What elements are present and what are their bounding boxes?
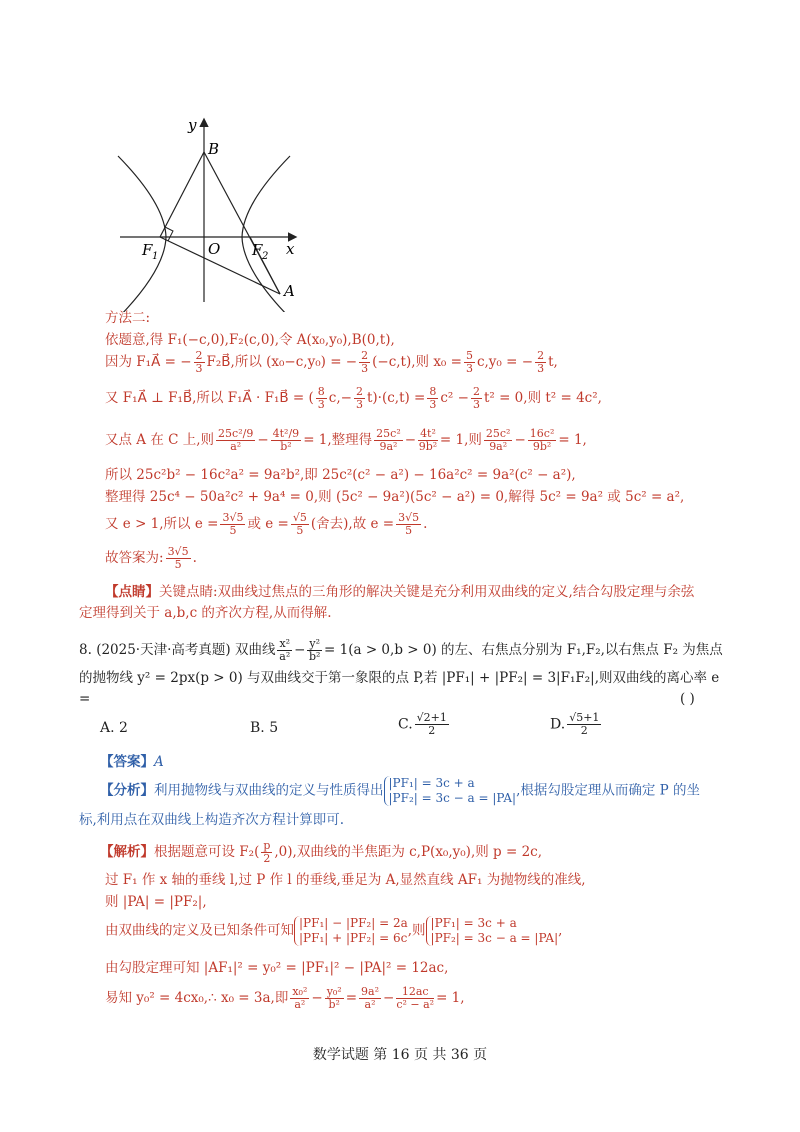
comment-line1: 【点睛】关键点睛:双曲线过焦点的三角形的解决关键是充分利用双曲线的定义,结合勾股定理与余弦 bbox=[105, 584, 695, 600]
label-O: O bbox=[208, 240, 221, 258]
method2-title: 方法二: bbox=[105, 310, 151, 326]
label-F2-sub: 2 bbox=[262, 251, 269, 262]
method2-line4: 又点 A 在 C 上,则 $\frac{\text{25c²/9}}{\text{a²}}$ − $\frac{\text{4t²/9}}{\text{b²}}$ = 1,整理得 $\frac{\text{25c²}}{\text{9a²}}$ − $\frac{\text{4t²}}{\text{9b²}}$ = 1,则 $\frac{\text{25c²}}{\text{9a²}}$ − $\frac{\text{16c²}}{\text{9b²}}$ = 1, bbox=[105, 427, 587, 453]
option-b[interactable]: B. 5 bbox=[250, 720, 279, 736]
label-A: A bbox=[284, 282, 295, 300]
analysis-line2: 标,利用点在双曲线上构造齐次方程计算即可. bbox=[79, 812, 345, 828]
method2-line6: 整理得 25c⁴ − 50a²c² + 9a⁴ = 0,则 (5c² − 9a²)(5c² − a²) = 0,解得 5c² = 9a² 或 5c² = a², bbox=[105, 489, 685, 505]
method2-answer: 故答案为: $\frac{3√5}{5}$ . bbox=[105, 545, 197, 571]
method2-line5: 所以 25c²b² − 16c²a² = 9a²b²,即 25c²(c² − a²) − 16a²c² = 9a²(c² − a²), bbox=[105, 467, 576, 483]
label-x: x bbox=[286, 240, 295, 258]
hyperbola-left-branch bbox=[118, 156, 166, 312]
solution-line3: 则 |PA| = |PF₂|, bbox=[105, 894, 207, 910]
analysis-line1: 【分析】利用抛物线与双曲线的定义与性质得出 |PF₁| = 3c + a |PF₂| = 3c − a = |PA| ,根据勾股定理从而确定 P 的坐 bbox=[100, 776, 701, 805]
q8-line1: 8. (2025·天津·高考真题) 双曲线 $\frac{\text{x²}}{\text{a²}}$ − $\frac{\text{y²}}{\text{b²}}$ = 1(a > 0,b > 0) 的左、右焦点分别为 F₁,F₂,以右焦点 F₂ 为焦点 bbox=[79, 637, 723, 663]
label-F1: F bbox=[142, 241, 153, 259]
answer-line: 【答案】A bbox=[100, 754, 164, 770]
option-d[interactable]: D. $\frac{√5+1}{2}$ bbox=[550, 711, 600, 737]
option-c[interactable]: C. $\frac{√2+1}{2}$ bbox=[398, 711, 447, 737]
solution-line1: 【解析】根据题意可设 F₂( $\frac{p}{2}$ ,0),双曲线的半焦距为 c,P(x₀,y₀),则 p = 2c, bbox=[100, 839, 543, 865]
comment-line2: 定理得到关于 a,b,c 的齐次方程,从而得解. bbox=[79, 605, 332, 621]
label-F1-sub: 1 bbox=[152, 251, 159, 262]
segment-F1B bbox=[160, 152, 204, 237]
q8-paren: ( ) bbox=[680, 691, 695, 707]
method2-line1: 依题意,得 F₁(−c,0),F₂(c,0),令 A(x₀,y₀),B(0,t), bbox=[105, 332, 395, 348]
solution-line2: 过 F₁ 作 x 轴的垂线 l,过 P 作 l 的垂线,垂足为 A,显然直线 AF₁ 为抛物线的准线, bbox=[105, 872, 586, 888]
solution-line5: 由勾股定理可知 |AF₁|² = y₀² = |PF₁|² − |PA|² = 12ac, bbox=[105, 960, 449, 976]
page-footer: 数学试题 第 16 页 共 36 页 bbox=[312, 1047, 488, 1063]
method2-line7: 又 e > 1,所以 e = $\frac{3√5}{5}$ 或 e = $\frac{√5}{5}$ (舍去),故 e = $\frac{3√5}{5}$ . bbox=[105, 511, 428, 537]
q8-line3: = bbox=[79, 691, 91, 707]
label-F2: F bbox=[252, 241, 263, 259]
label-y: y bbox=[188, 116, 197, 134]
hyperbola-figure bbox=[100, 112, 320, 312]
option-a[interactable]: A. 2 bbox=[100, 720, 128, 736]
solution-line4: 由双曲线的定义及已知条件可知 |PF₁| − |PF₂| = 2a |PF₁| + |PF₂| = 6c ,则 |PF₁| = 3c + a |PF₂| = 3c − a = |PA| , bbox=[105, 916, 563, 945]
method2-line3: 又 F₁A⃗ ⊥ F₁B⃗,所以 F₁A⃗ · F₁B⃗ = ( $\frac{8}{3}$ c,− $\frac{2}{3}$ t)·(c,t) = $\frac{8}{3}$ c² − $\frac{2}{3}$ t² = 0,则 t² = 4c², bbox=[105, 385, 602, 411]
solution-line6: 易知 y₀² = 4cx₀,∴ x₀ = 3a,即 $\frac{\text{x₀²}}{\text{a²}}$ − $\frac{\text{y₀²}}{\text{b²}}$ = $\frac{\text{9a²}}{\text{a²}}$ − $\frac{12ac}{\text{c² − a²}}$ = 1, bbox=[105, 985, 465, 1011]
hyperbola-right-branch bbox=[242, 156, 290, 312]
label-B: B bbox=[208, 140, 220, 158]
method2-line2: 因为 F₁A⃗ = − $\frac{2}{3}$ F₂B⃗,所以 (x₀−c,y₀) = − $\frac{2}{3}$ (−c,t),则 x₀ = $\frac{5}{3}$ c,y₀ = − $\frac{2}{3}$ t, bbox=[105, 349, 558, 375]
q8-line2: 的抛物线 y² = 2px(p > 0) 与双曲线交于第一象限的点 P,若 |PF₁| + |PF₂| = 3|F₁F₂|,则双曲线的离心率 e bbox=[79, 670, 720, 686]
